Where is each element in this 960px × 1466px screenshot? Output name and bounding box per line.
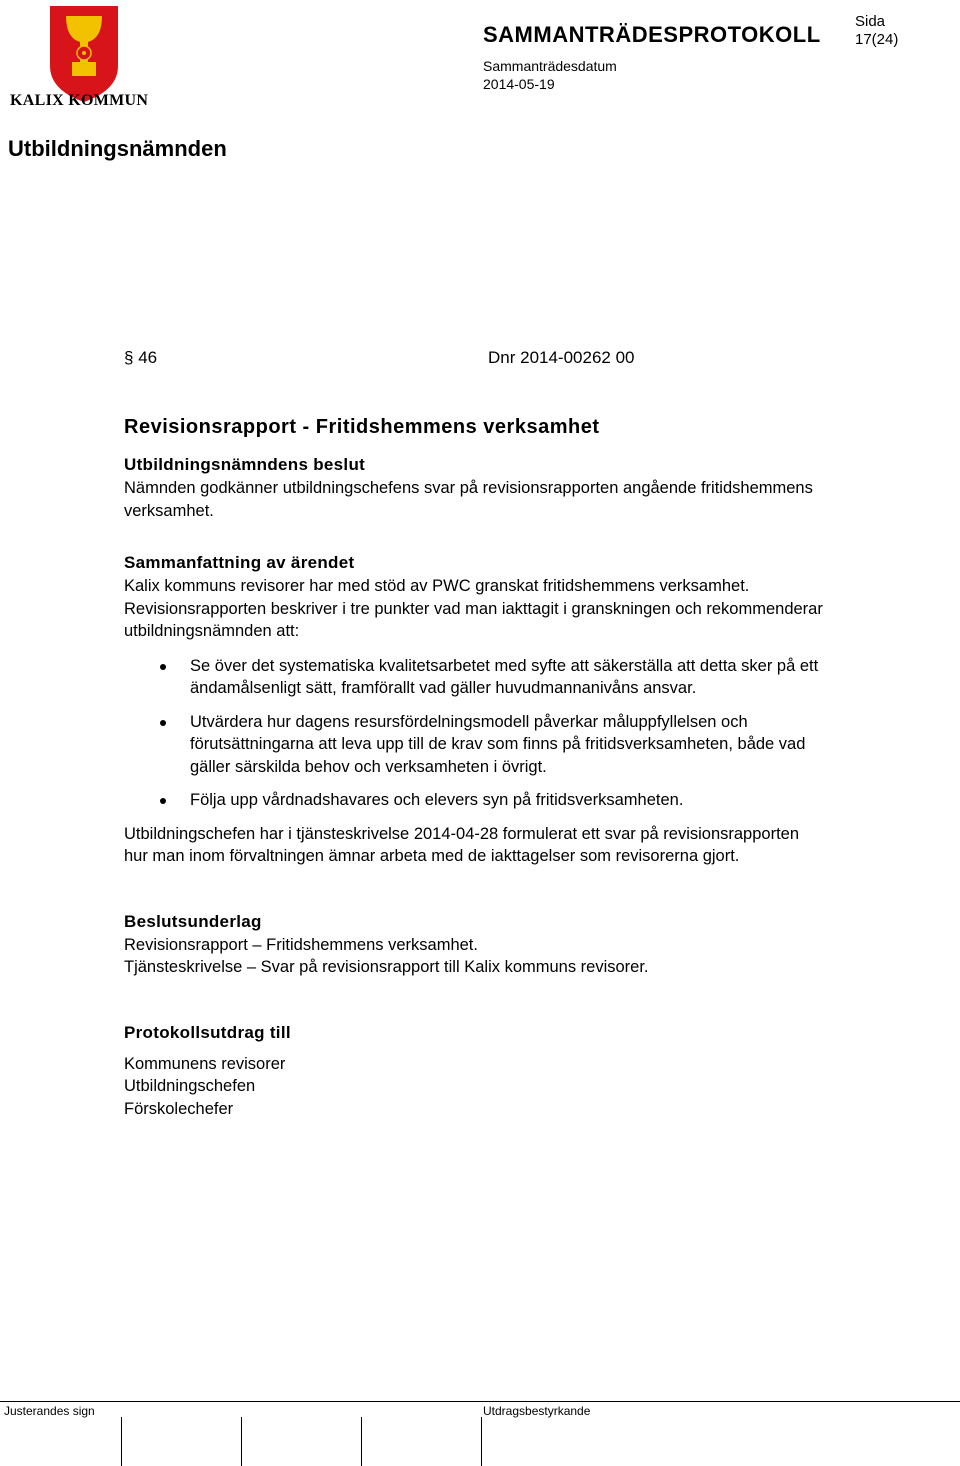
document-type: SAMMANTRÄDESPROTOKOLL bbox=[483, 22, 821, 47]
signature-box-divider bbox=[361, 1417, 362, 1466]
section-title: Revisionsrapport - Fritidshemmens verksamhet bbox=[124, 416, 600, 438]
summary-text: Kalix kommuns revisorer har med stöd av PWC granskat fritidshemmens verksamhet. Revisionsrapporten beskriver i tre punkter vad man iakttagit i granskningen och rekommenderar utbildningsnämnden att: bbox=[124, 577, 823, 640]
sign-label: Justerandes sign bbox=[4, 1404, 95, 1418]
recommendation-list bbox=[124, 655, 824, 812]
list-item: Utvärdera hur dagens resursfördelningsmodell påverkar måluppfyllelsen och förutsättningarna att leva upp till de krav som finns på fritidsverksamheten, både vad gäller särskilda behov och verksamheten i övrigt. bbox=[124, 711, 824, 779]
summary-heading: Sammanfattning av ärendet bbox=[124, 553, 355, 572]
paragraph-number: 46 bbox=[138, 348, 158, 367]
list-item: Se över det systematiska kvalitetsarbetet med syfte att säkerställa att detta sker på ett ändamålsenligt sätt, framförallt vad gäller huvudmannanivåns ansvar. bbox=[124, 655, 824, 700]
decision-heading: Utbildningsnämndens beslut bbox=[124, 455, 366, 474]
extract-item: Kommunens revisorer bbox=[124, 1054, 286, 1073]
footer-divider bbox=[0, 1401, 960, 1402]
signature-box-divider bbox=[241, 1417, 242, 1466]
basis-item: Revisionsrapport – Fritidshemmens verksamhet. bbox=[124, 935, 478, 954]
decision-text: Nämnden godkänner utbildningschefens svar på revisionsrapporten angående fritidshemmens verksamhet. bbox=[124, 479, 813, 520]
org-name: KALIX KOMMUN bbox=[10, 92, 149, 109]
document-body bbox=[124, 413, 824, 1120]
department-title: Utbildningsnämnden bbox=[8, 136, 227, 161]
section-sign-icon: § bbox=[124, 348, 139, 367]
basis-heading: Beslutsunderlag bbox=[124, 911, 262, 931]
extract-item: Förskolechefer bbox=[124, 1099, 234, 1118]
extract-heading: Protokollsutdrag till bbox=[124, 1022, 291, 1042]
signature-box-divider bbox=[121, 1417, 122, 1466]
page-label: Sida bbox=[855, 13, 886, 30]
meeting-date: 2014-05-19 bbox=[483, 76, 555, 92]
paragraph-row bbox=[124, 348, 157, 368]
signature-box-divider bbox=[481, 1417, 482, 1466]
response-text: Utbildningschefen har i tjänsteskrivelse 2014-04-28 formulerat ett svar på revisionsrapporten hur man inom förvaltningen ämnar arbeta med de iakttagelser som revisorerna gjort. bbox=[124, 824, 800, 865]
certification-label: Utdragsbestyrkande bbox=[483, 1404, 591, 1418]
meeting-date-label: Sammanträdesdatum bbox=[483, 58, 617, 74]
extract-item: Utbildningschefen bbox=[124, 1077, 256, 1095]
page-number: 17(24) bbox=[855, 31, 899, 48]
basis-item: Tjänsteskrivelse – Svar på revisionsrapport till Kalix kommuns revisorer. bbox=[124, 958, 649, 976]
list-item: Följa upp vårdnadshavares och elevers syn på fritidsverksamheten. bbox=[124, 789, 824, 812]
dnr: Dnr 2014-00262 00 bbox=[488, 348, 635, 367]
